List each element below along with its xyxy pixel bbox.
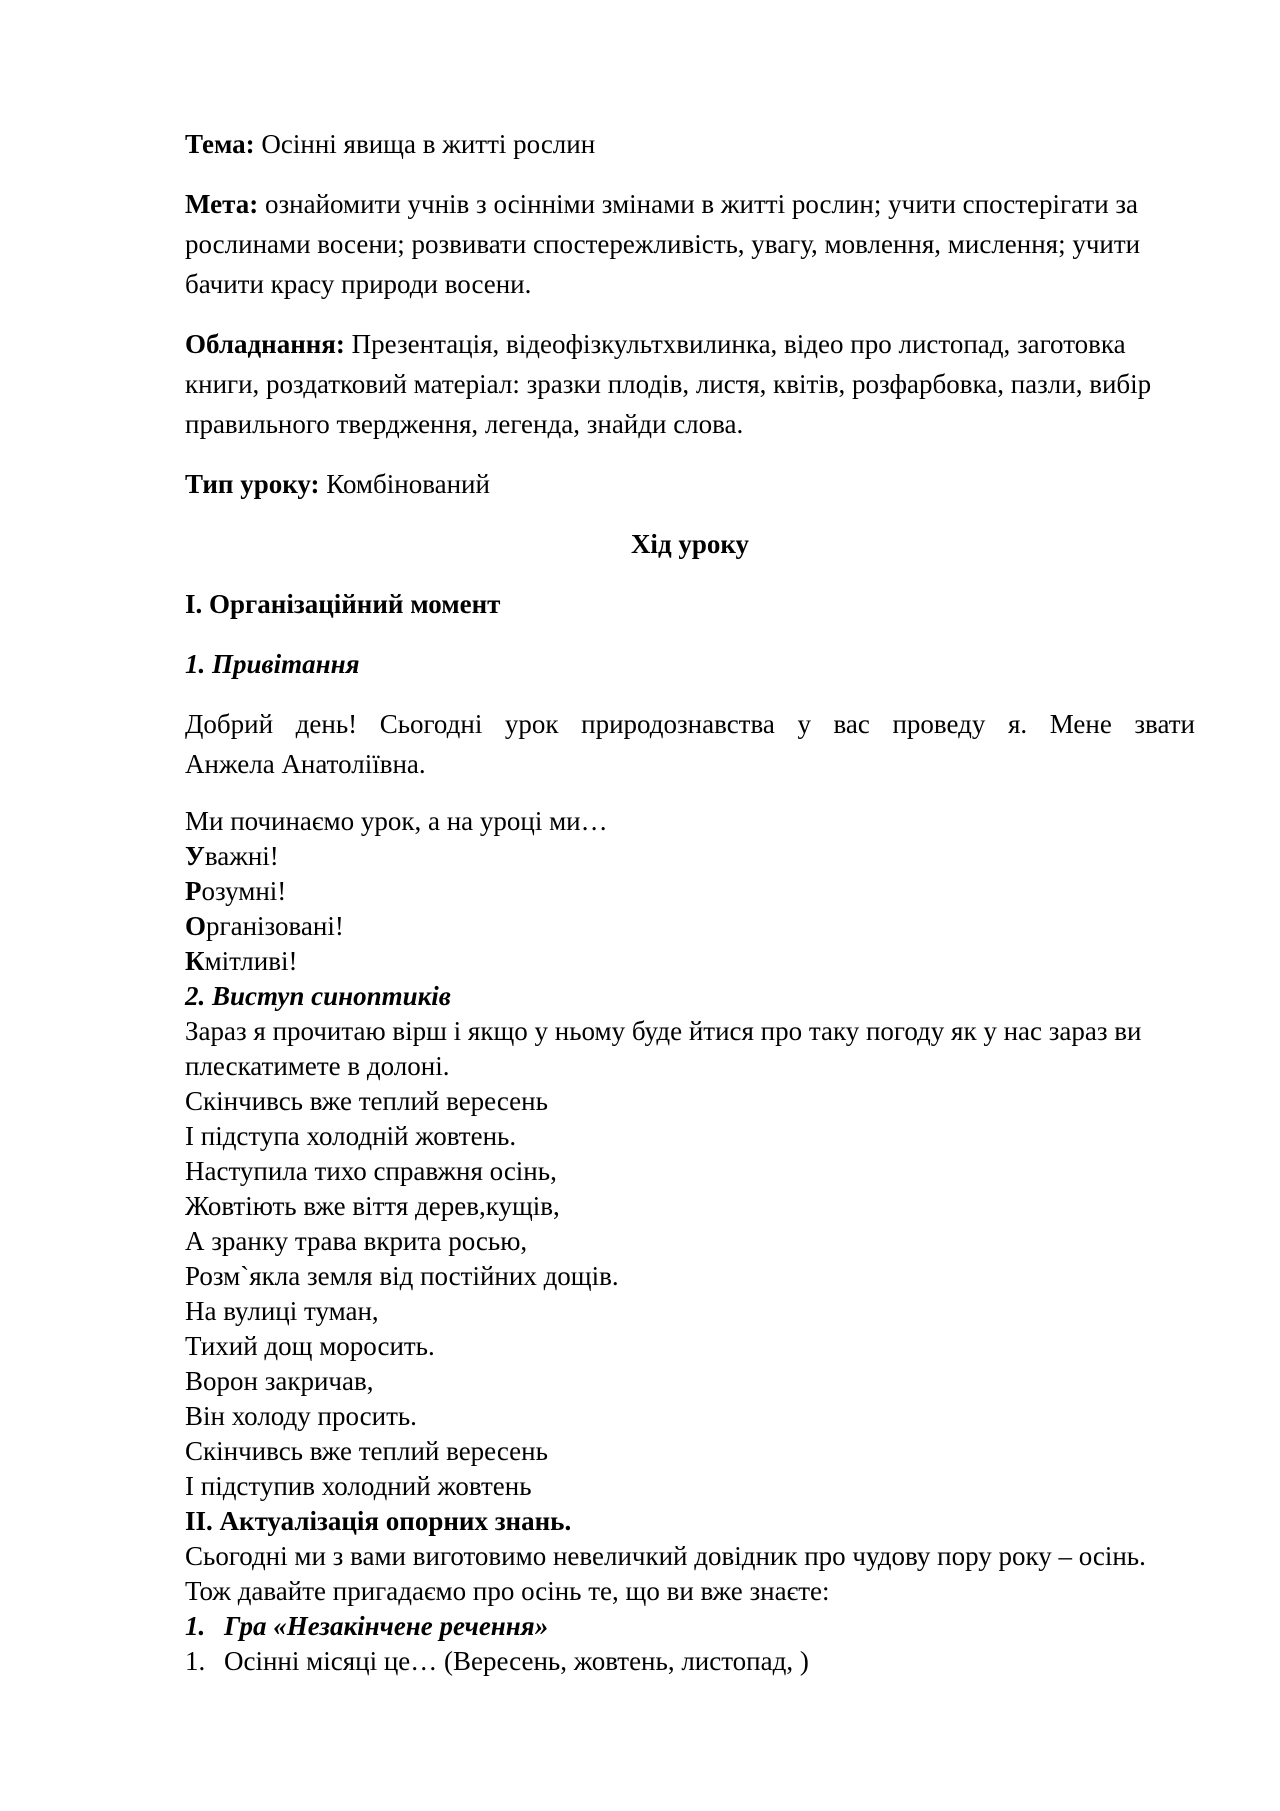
chant-line: Організовані! — [185, 911, 344, 941]
section1-heading: І. Організаційний момент — [185, 589, 501, 619]
greeting-line-1: Добрий день! Сьогодні урок природознавства у вас проведу я. Мене звати — [185, 709, 1195, 739]
item-number: 1. — [185, 1646, 206, 1676]
poem-line: Він холоду просить. — [185, 1401, 417, 1431]
poem-line: Жовтіють вже віття дерев,кущів, — [185, 1191, 560, 1221]
greeting-line-2: Анжела Анатоліївна. — [185, 749, 426, 779]
greeting-subheading: 1. Привітання — [185, 649, 360, 679]
goal-paragraph — [185, 184, 1195, 304]
game-heading — [185, 1609, 1195, 1644]
poem-line: Ворон закричав, — [185, 1366, 374, 1396]
chant-block — [185, 804, 1195, 1679]
poem-line: І підступа холодній жовтень. — [185, 1121, 517, 1151]
chant-line: Уважні! — [185, 841, 279, 871]
section2-heading: ІІ. Актуалізація опорних знань. — [185, 1506, 572, 1536]
game-number: 1. — [185, 1611, 206, 1641]
equipment-label: Обладнання: — [185, 329, 345, 359]
list-item — [185, 1644, 1195, 1679]
game-title: Гра «Незакінчене речення» — [224, 1611, 549, 1641]
item-text: Осінні місяці це… (Вересень, жовтень, листопад, ) — [224, 1646, 809, 1676]
lesson-title: Хід уроку — [630, 529, 750, 559]
equipment-paragraph — [185, 324, 1195, 444]
chant-intro: Ми починаємо урок, а на уроці ми… — [185, 806, 608, 836]
goal-text: ознайомити учнів з осінніми змінами в житті рослин; учити спостерігати за рослинами восени; розвивати спостережливість, увагу, мовлення, мислення; учити бачити красу природи восени. — [185, 189, 1141, 299]
document-page — [185, 124, 1195, 1679]
poem-line: І підступив холодний жовтень — [185, 1471, 532, 1501]
goal-label: Мета: — [185, 189, 259, 219]
topic-label: Тема: — [185, 129, 255, 159]
lesson-type-text: Комбінований — [319, 469, 490, 499]
equipment-text: Презентація, відеофізкультхвилинка, відео про листопад, заготовка книги, роздатковий матеріал: зразки плодів, листя, квітів, розфарбовка, пазли, вибір правильного твердження, легенда, знайди слова. — [185, 329, 1152, 439]
poem-line: Розм`якла земля від постійних дощів. — [185, 1261, 619, 1291]
topic-paragraph — [185, 124, 1195, 164]
lesson-type-label: Тип уроку: — [185, 469, 320, 499]
topic-text: Осінні явища в житті рослин — [254, 129, 596, 159]
poem-line: Скінчивсь вже теплий вересень — [185, 1436, 548, 1466]
greeting-paragraph — [185, 704, 1195, 784]
poem-line: Наступила тихо справжня осінь, — [185, 1156, 557, 1186]
poem-line: На вулиці туман, — [185, 1296, 379, 1326]
forecasters-subheading: 2. Виступ синоптиків — [185, 981, 451, 1011]
section2-intro: Сьогодні ми з вами виготовимо невеличкий довідник про чудову пору року – осінь. Тож давайте пригадаємо про осінь те, що ви вже знаєте: — [185, 1541, 1146, 1606]
lesson-type-paragraph — [185, 464, 1195, 504]
poem-line: Тихий дощ моросить. — [185, 1331, 435, 1361]
poem-line: А зранку трава вкрита росью, — [185, 1226, 528, 1256]
poem-line: Скінчивсь вже теплий вересень — [185, 1086, 548, 1116]
poem-instruction: Зараз я прочитаю вірш і якщо у ньому буде йтися про таку погоду як у нас зараз ви плескатимете в долоні. — [185, 1016, 1142, 1081]
chant-line: Розумні! — [185, 876, 287, 906]
chant-line: Кмітливі! — [185, 946, 298, 976]
